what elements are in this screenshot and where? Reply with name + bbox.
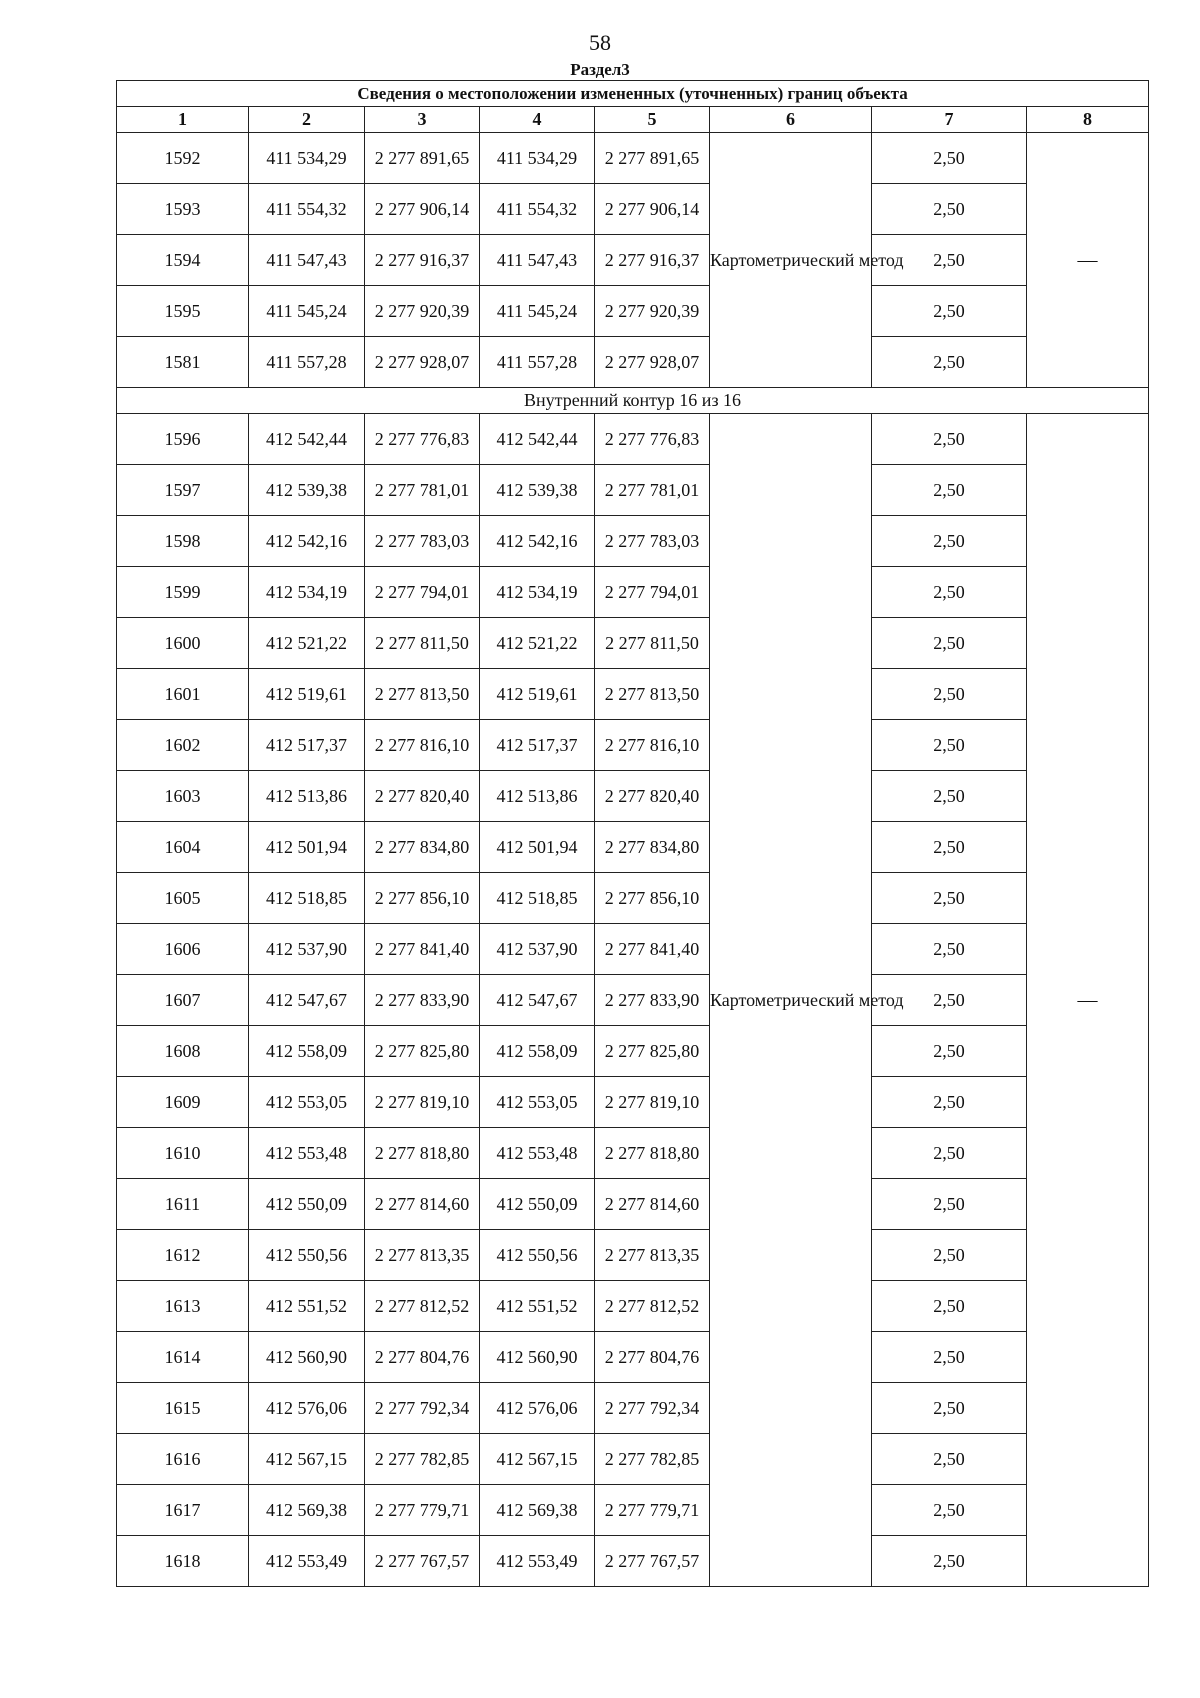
point-number-cell: 1592 (117, 133, 249, 184)
y-existing-cell: 2 277 782,85 (365, 1434, 480, 1485)
point-number-cell: 1596 (117, 414, 249, 465)
x-new-cell: 411 557,28 (480, 337, 595, 388)
x-existing-cell: 412 547,67 (249, 975, 365, 1026)
x-new-cell: 411 534,29 (480, 133, 595, 184)
y-existing-cell: 2 277 794,01 (365, 567, 480, 618)
point-number-cell: 1613 (117, 1281, 249, 1332)
point-number-cell: 1598 (117, 516, 249, 567)
accuracy-cell: 2,50 (872, 1077, 1027, 1128)
x-new-cell: 412 567,15 (480, 1434, 595, 1485)
accuracy-cell: 2,50 (872, 975, 1027, 1026)
point-number-cell: 1603 (117, 771, 249, 822)
table-row (117, 286, 1149, 337)
column-header-row (117, 107, 1149, 133)
accuracy-cell: 2,50 (872, 1383, 1027, 1434)
column-header-4: 4 (480, 107, 595, 133)
y-new-cell: 2 277 779,71 (595, 1485, 710, 1536)
point-number-cell: 1606 (117, 924, 249, 975)
table-caption: Сведения о местоположении измененных (уточненных) границ объекта (117, 81, 1149, 107)
y-existing-cell: 2 277 812,52 (365, 1281, 480, 1332)
table-row (117, 184, 1149, 235)
y-existing-cell: 2 277 833,90 (365, 975, 480, 1026)
y-existing-cell: 2 277 920,39 (365, 286, 480, 337)
table-row (117, 669, 1149, 720)
accuracy-cell: 2,50 (872, 337, 1027, 388)
point-number-cell: 1610 (117, 1128, 249, 1179)
accuracy-cell: 2,50 (872, 1026, 1027, 1077)
y-new-cell: 2 277 818,80 (595, 1128, 710, 1179)
accuracy-cell: 2,50 (872, 1230, 1027, 1281)
description-cell: — (1027, 414, 1149, 1587)
point-number-cell: 1615 (117, 1383, 249, 1434)
accuracy-cell: 2,50 (872, 822, 1027, 873)
x-existing-cell: 412 501,94 (249, 822, 365, 873)
x-new-cell: 412 534,19 (480, 567, 595, 618)
boundary-table (116, 80, 1149, 1587)
y-existing-cell: 2 277 834,80 (365, 822, 480, 873)
column-header-7: 7 (872, 107, 1027, 133)
y-new-cell: 2 277 834,80 (595, 822, 710, 873)
point-number-cell: 1605 (117, 873, 249, 924)
x-existing-cell: 412 551,52 (249, 1281, 365, 1332)
x-new-cell: 411 547,43 (480, 235, 595, 286)
point-number-cell: 1611 (117, 1179, 249, 1230)
y-new-cell: 2 277 813,50 (595, 669, 710, 720)
y-new-cell: 2 277 928,07 (595, 337, 710, 388)
table-row (117, 1179, 1149, 1230)
accuracy-cell: 2,50 (872, 567, 1027, 618)
x-new-cell: 412 553,49 (480, 1536, 595, 1587)
point-number-cell: 1614 (117, 1332, 249, 1383)
y-new-cell: 2 277 856,10 (595, 873, 710, 924)
table-row (117, 771, 1149, 822)
accuracy-cell: 2,50 (872, 873, 1027, 924)
x-existing-cell: 412 558,09 (249, 1026, 365, 1077)
x-existing-cell: 412 553,05 (249, 1077, 365, 1128)
x-new-cell: 412 513,86 (480, 771, 595, 822)
x-new-cell: 412 539,38 (480, 465, 595, 516)
x-new-cell: 412 521,22 (480, 618, 595, 669)
x-new-cell: 412 551,52 (480, 1281, 595, 1332)
y-new-cell: 2 277 816,10 (595, 720, 710, 771)
x-new-cell: 412 501,94 (480, 822, 595, 873)
x-new-cell: 412 560,90 (480, 1332, 595, 1383)
accuracy-cell: 2,50 (872, 235, 1027, 286)
table-row (117, 235, 1149, 286)
accuracy-cell: 2,50 (872, 720, 1027, 771)
contour-label: Внутренний контур 16 из 16 (117, 388, 1149, 414)
x-new-cell: 412 519,61 (480, 669, 595, 720)
x-new-cell: 412 550,56 (480, 1230, 595, 1281)
accuracy-cell: 2,50 (872, 414, 1027, 465)
y-new-cell: 2 277 794,01 (595, 567, 710, 618)
y-existing-cell: 2 277 811,50 (365, 618, 480, 669)
y-new-cell: 2 277 783,03 (595, 516, 710, 567)
point-number-cell: 1616 (117, 1434, 249, 1485)
y-new-cell: 2 277 916,37 (595, 235, 710, 286)
x-new-cell: 412 547,67 (480, 975, 595, 1026)
x-existing-cell: 412 567,15 (249, 1434, 365, 1485)
column-header-6: 6 (710, 107, 872, 133)
description-cell: — (1027, 133, 1149, 388)
table-row (117, 1332, 1149, 1383)
accuracy-cell: 2,50 (872, 1485, 1027, 1536)
y-existing-cell: 2 277 916,37 (365, 235, 480, 286)
y-new-cell: 2 277 906,14 (595, 184, 710, 235)
point-number-cell: 1594 (117, 235, 249, 286)
x-new-cell: 412 517,37 (480, 720, 595, 771)
y-new-cell: 2 277 819,10 (595, 1077, 710, 1128)
y-new-cell: 2 277 776,83 (595, 414, 710, 465)
table-row (117, 1077, 1149, 1128)
x-new-cell: 412 542,16 (480, 516, 595, 567)
x-new-cell: 412 550,09 (480, 1179, 595, 1230)
y-new-cell: 2 277 812,52 (595, 1281, 710, 1332)
y-new-cell: 2 277 920,39 (595, 286, 710, 337)
y-existing-cell: 2 277 813,35 (365, 1230, 480, 1281)
column-header-5: 5 (595, 107, 710, 133)
y-existing-cell: 2 277 779,71 (365, 1485, 480, 1536)
accuracy-cell: 2,50 (872, 1281, 1027, 1332)
method-cell: Картометрический метод (710, 414, 872, 1587)
point-number-cell: 1604 (117, 822, 249, 873)
x-existing-cell: 412 542,16 (249, 516, 365, 567)
point-number-cell: 1597 (117, 465, 249, 516)
table-row (117, 567, 1149, 618)
point-number-cell: 1617 (117, 1485, 249, 1536)
y-existing-cell: 2 277 814,60 (365, 1179, 480, 1230)
table-row (117, 1536, 1149, 1587)
accuracy-cell: 2,50 (872, 1128, 1027, 1179)
x-existing-cell: 412 539,38 (249, 465, 365, 516)
table-row (117, 1281, 1149, 1332)
table-row (117, 1434, 1149, 1485)
x-existing-cell: 412 519,61 (249, 669, 365, 720)
y-existing-cell: 2 277 841,40 (365, 924, 480, 975)
x-new-cell: 412 518,85 (480, 873, 595, 924)
table-row (117, 337, 1149, 388)
y-existing-cell: 2 277 792,34 (365, 1383, 480, 1434)
table-row (117, 975, 1149, 1026)
point-number-cell: 1600 (117, 618, 249, 669)
method-cell: Картометрический метод (710, 133, 872, 388)
x-existing-cell: 412 553,48 (249, 1128, 365, 1179)
x-existing-cell: 411 534,29 (249, 133, 365, 184)
accuracy-cell: 2,50 (872, 465, 1027, 516)
x-existing-cell: 412 560,90 (249, 1332, 365, 1383)
table-row (117, 465, 1149, 516)
accuracy-cell: 2,50 (872, 286, 1027, 337)
point-number-cell: 1607 (117, 975, 249, 1026)
y-new-cell: 2 277 767,57 (595, 1536, 710, 1587)
table-row (117, 720, 1149, 771)
x-new-cell: 412 537,90 (480, 924, 595, 975)
x-new-cell: 412 569,38 (480, 1485, 595, 1536)
x-existing-cell: 411 547,43 (249, 235, 365, 286)
accuracy-cell: 2,50 (872, 1536, 1027, 1587)
table-row (117, 1026, 1149, 1077)
y-new-cell: 2 277 891,65 (595, 133, 710, 184)
table-row (117, 873, 1149, 924)
point-number-cell: 1618 (117, 1536, 249, 1587)
y-existing-cell: 2 277 928,07 (365, 337, 480, 388)
x-existing-cell: 412 569,38 (249, 1485, 365, 1536)
y-existing-cell: 2 277 825,80 (365, 1026, 480, 1077)
x-existing-cell: 412 542,44 (249, 414, 365, 465)
y-new-cell: 2 277 781,01 (595, 465, 710, 516)
point-number-cell: 1599 (117, 567, 249, 618)
y-existing-cell: 2 277 804,76 (365, 1332, 480, 1383)
table-row (117, 414, 1149, 465)
y-new-cell: 2 277 825,80 (595, 1026, 710, 1077)
y-new-cell: 2 277 811,50 (595, 618, 710, 669)
y-existing-cell: 2 277 816,10 (365, 720, 480, 771)
x-new-cell: 412 558,09 (480, 1026, 595, 1077)
table-row (117, 1383, 1149, 1434)
accuracy-cell: 2,50 (872, 184, 1027, 235)
y-existing-cell: 2 277 767,57 (365, 1536, 480, 1587)
x-existing-cell: 412 576,06 (249, 1383, 365, 1434)
y-existing-cell: 2 277 813,50 (365, 669, 480, 720)
point-number-cell: 1593 (117, 184, 249, 235)
accuracy-cell: 2,50 (872, 1179, 1027, 1230)
y-existing-cell: 2 277 819,10 (365, 1077, 480, 1128)
accuracy-cell: 2,50 (872, 924, 1027, 975)
y-new-cell: 2 277 820,40 (595, 771, 710, 822)
table-row (117, 516, 1149, 567)
table-row (117, 1485, 1149, 1536)
y-existing-cell: 2 277 776,83 (365, 414, 480, 465)
table-row (117, 1230, 1149, 1281)
y-new-cell: 2 277 813,35 (595, 1230, 710, 1281)
column-header-3: 3 (365, 107, 480, 133)
x-new-cell: 412 576,06 (480, 1383, 595, 1434)
y-new-cell: 2 277 814,60 (595, 1179, 710, 1230)
point-number-cell: 1581 (117, 337, 249, 388)
y-existing-cell: 2 277 856,10 (365, 873, 480, 924)
table-row (117, 1128, 1149, 1179)
x-new-cell: 412 542,44 (480, 414, 595, 465)
x-existing-cell: 412 550,56 (249, 1230, 365, 1281)
y-existing-cell: 2 277 820,40 (365, 771, 480, 822)
point-number-cell: 1595 (117, 286, 249, 337)
page-number: 58 (589, 30, 611, 55)
table-row (117, 924, 1149, 975)
x-existing-cell: 411 554,32 (249, 184, 365, 235)
y-new-cell: 2 277 833,90 (595, 975, 710, 1026)
accuracy-cell: 2,50 (872, 133, 1027, 184)
x-existing-cell: 412 513,86 (249, 771, 365, 822)
y-new-cell: 2 277 792,34 (595, 1383, 710, 1434)
point-number-cell: 1612 (117, 1230, 249, 1281)
table-row (117, 822, 1149, 873)
x-new-cell: 411 554,32 (480, 184, 595, 235)
y-new-cell: 2 277 841,40 (595, 924, 710, 975)
point-number-cell: 1601 (117, 669, 249, 720)
point-number-cell: 1609 (117, 1077, 249, 1128)
x-existing-cell: 412 521,22 (249, 618, 365, 669)
column-header-8: 8 (1027, 107, 1149, 133)
table-row (117, 618, 1149, 669)
accuracy-cell: 2,50 (872, 516, 1027, 567)
contour-row (117, 388, 1149, 414)
x-existing-cell: 412 550,09 (249, 1179, 365, 1230)
table-row (117, 133, 1149, 184)
point-number-cell: 1602 (117, 720, 249, 771)
column-header-1: 1 (117, 107, 249, 133)
column-header-2: 2 (249, 107, 365, 133)
section-title: Раздел3 (570, 60, 630, 79)
y-existing-cell: 2 277 783,03 (365, 516, 480, 567)
accuracy-cell: 2,50 (872, 771, 1027, 822)
y-new-cell: 2 277 804,76 (595, 1332, 710, 1383)
x-existing-cell: 411 545,24 (249, 286, 365, 337)
accuracy-cell: 2,50 (872, 618, 1027, 669)
x-existing-cell: 412 534,19 (249, 567, 365, 618)
point-number-cell: 1608 (117, 1026, 249, 1077)
y-existing-cell: 2 277 906,14 (365, 184, 480, 235)
x-new-cell: 412 553,48 (480, 1128, 595, 1179)
y-existing-cell: 2 277 818,80 (365, 1128, 480, 1179)
y-existing-cell: 2 277 781,01 (365, 465, 480, 516)
x-existing-cell: 412 537,90 (249, 924, 365, 975)
accuracy-cell: 2,50 (872, 1434, 1027, 1485)
y-existing-cell: 2 277 891,65 (365, 133, 480, 184)
x-existing-cell: 411 557,28 (249, 337, 365, 388)
accuracy-cell: 2,50 (872, 669, 1027, 720)
x-new-cell: 411 545,24 (480, 286, 595, 337)
x-new-cell: 412 553,05 (480, 1077, 595, 1128)
accuracy-cell: 2,50 (872, 1332, 1027, 1383)
x-existing-cell: 412 517,37 (249, 720, 365, 771)
y-new-cell: 2 277 782,85 (595, 1434, 710, 1485)
x-existing-cell: 412 553,49 (249, 1536, 365, 1587)
x-existing-cell: 412 518,85 (249, 873, 365, 924)
